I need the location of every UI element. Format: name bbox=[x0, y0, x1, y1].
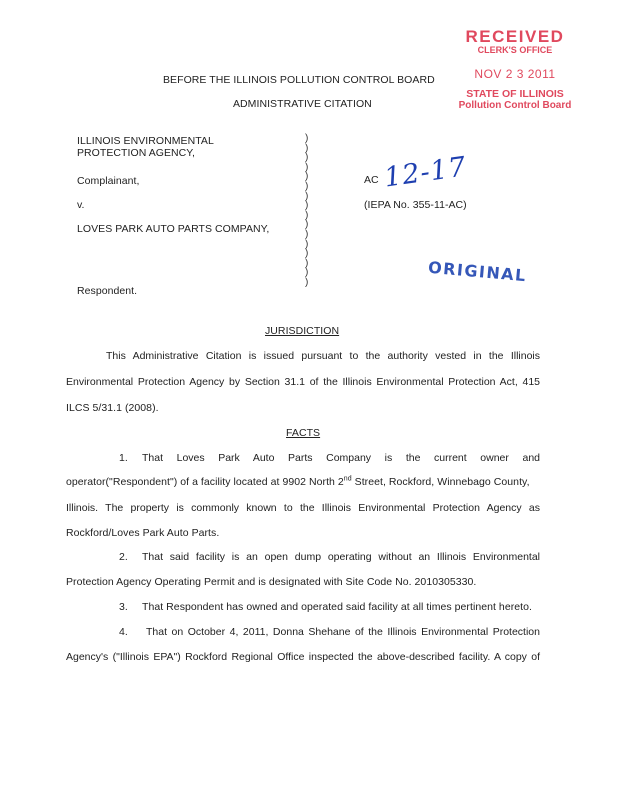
received-stamp-board: Pollution Control Board bbox=[458, 100, 572, 111]
fact-4-line-2: Agency's ("Illinois EPA") Rockford Regional Office inspected the above-described facility. A copy of bbox=[66, 651, 540, 663]
fact-1-line-2b: Street, Rockford, Winnebago County, bbox=[351, 476, 530, 488]
original-stamp: ORIGINAL bbox=[427, 257, 528, 286]
fact-1-line-3: Illinois. The property is commonly known to the Illinois Environmental Protection Agency as bbox=[66, 502, 540, 514]
fact-2-number: 2. bbox=[119, 551, 128, 563]
respondent-role: Respondent. bbox=[77, 285, 138, 297]
fact-2-line-1: That said facility is an open dump operating without an Illinois Environmental bbox=[142, 551, 540, 563]
complainant-role: Complainant, bbox=[77, 175, 140, 187]
fact-2-line-2: Protection Agency Operating Permit and is designated with Site Code No. 2010305330. bbox=[66, 576, 477, 588]
citation-title: ADMINISTRATIVE CITATION bbox=[233, 98, 372, 110]
fact-3-line-1: That Respondent has owned and operated said facility at all times pertinent hereto. bbox=[142, 601, 532, 613]
caption-divider: ) ) ) ) ) ) ) ) ) ) ) ) ) ) ) ) bbox=[305, 133, 309, 288]
fact-1-line-2a: operator("Respondent") of a facility located at 9902 North 2 bbox=[66, 476, 344, 488]
received-stamp-title: RECEIVED bbox=[465, 27, 565, 46]
ac-label: AC bbox=[364, 174, 379, 186]
fact-1-line-2-text bbox=[66, 476, 530, 488]
received-stamp-date: NOV 2 3 2011 bbox=[474, 67, 556, 81]
jurisdiction-line-3: ILCS 5/31.1 (2008). bbox=[66, 402, 159, 414]
facts-heading: FACTS bbox=[286, 427, 321, 439]
fact-3-number: 3. bbox=[119, 601, 128, 613]
fact-1-number: 1. bbox=[119, 452, 128, 464]
complainant-name-line1: ILLINOIS ENVIRONMENTAL bbox=[77, 135, 214, 147]
jurisdiction-heading: JURISDICTION bbox=[265, 325, 340, 337]
fact-1-line-1: That Loves Park Auto Parts Company is the current owner and bbox=[142, 452, 540, 464]
jurisdiction-line-2: Environmental Protection Agency by Section 31.1 of the Illinois Environmental Protection Act, 415 bbox=[66, 376, 540, 388]
respondent-name: LOVES PARK AUTO PARTS COMPANY, bbox=[77, 223, 270, 235]
received-stamp-office: CLERK'S OFFICE bbox=[477, 45, 553, 55]
board-title: BEFORE THE ILLINOIS POLLUTION CONTROL BOARD bbox=[163, 74, 435, 86]
complainant-name-line2: PROTECTION AGENCY, bbox=[77, 147, 195, 159]
fact-1-line-4: Rockford/Loves Park Auto Parts. bbox=[66, 527, 220, 539]
fact-4-line-1: That on October 4, 2011, Donna Shehane of the Illinois Environmental Protection bbox=[146, 626, 540, 638]
versus: v. bbox=[77, 199, 85, 211]
fact-1-line-2 bbox=[66, 476, 540, 488]
jurisdiction-line-1: This Administrative Citation is issued pursuant to the authority vested in the Illinois bbox=[106, 350, 540, 362]
ac-number-handwritten: 12-17 bbox=[382, 151, 469, 194]
iepa-number: (IEPA No. 355-11-AC) bbox=[364, 199, 467, 211]
fact-1-line-2-sup: nd bbox=[343, 475, 352, 483]
fact-4-number: 4. bbox=[119, 626, 128, 638]
received-stamp-state: STATE OF ILLINOIS bbox=[466, 88, 564, 100]
received-stamp bbox=[455, 28, 575, 111]
